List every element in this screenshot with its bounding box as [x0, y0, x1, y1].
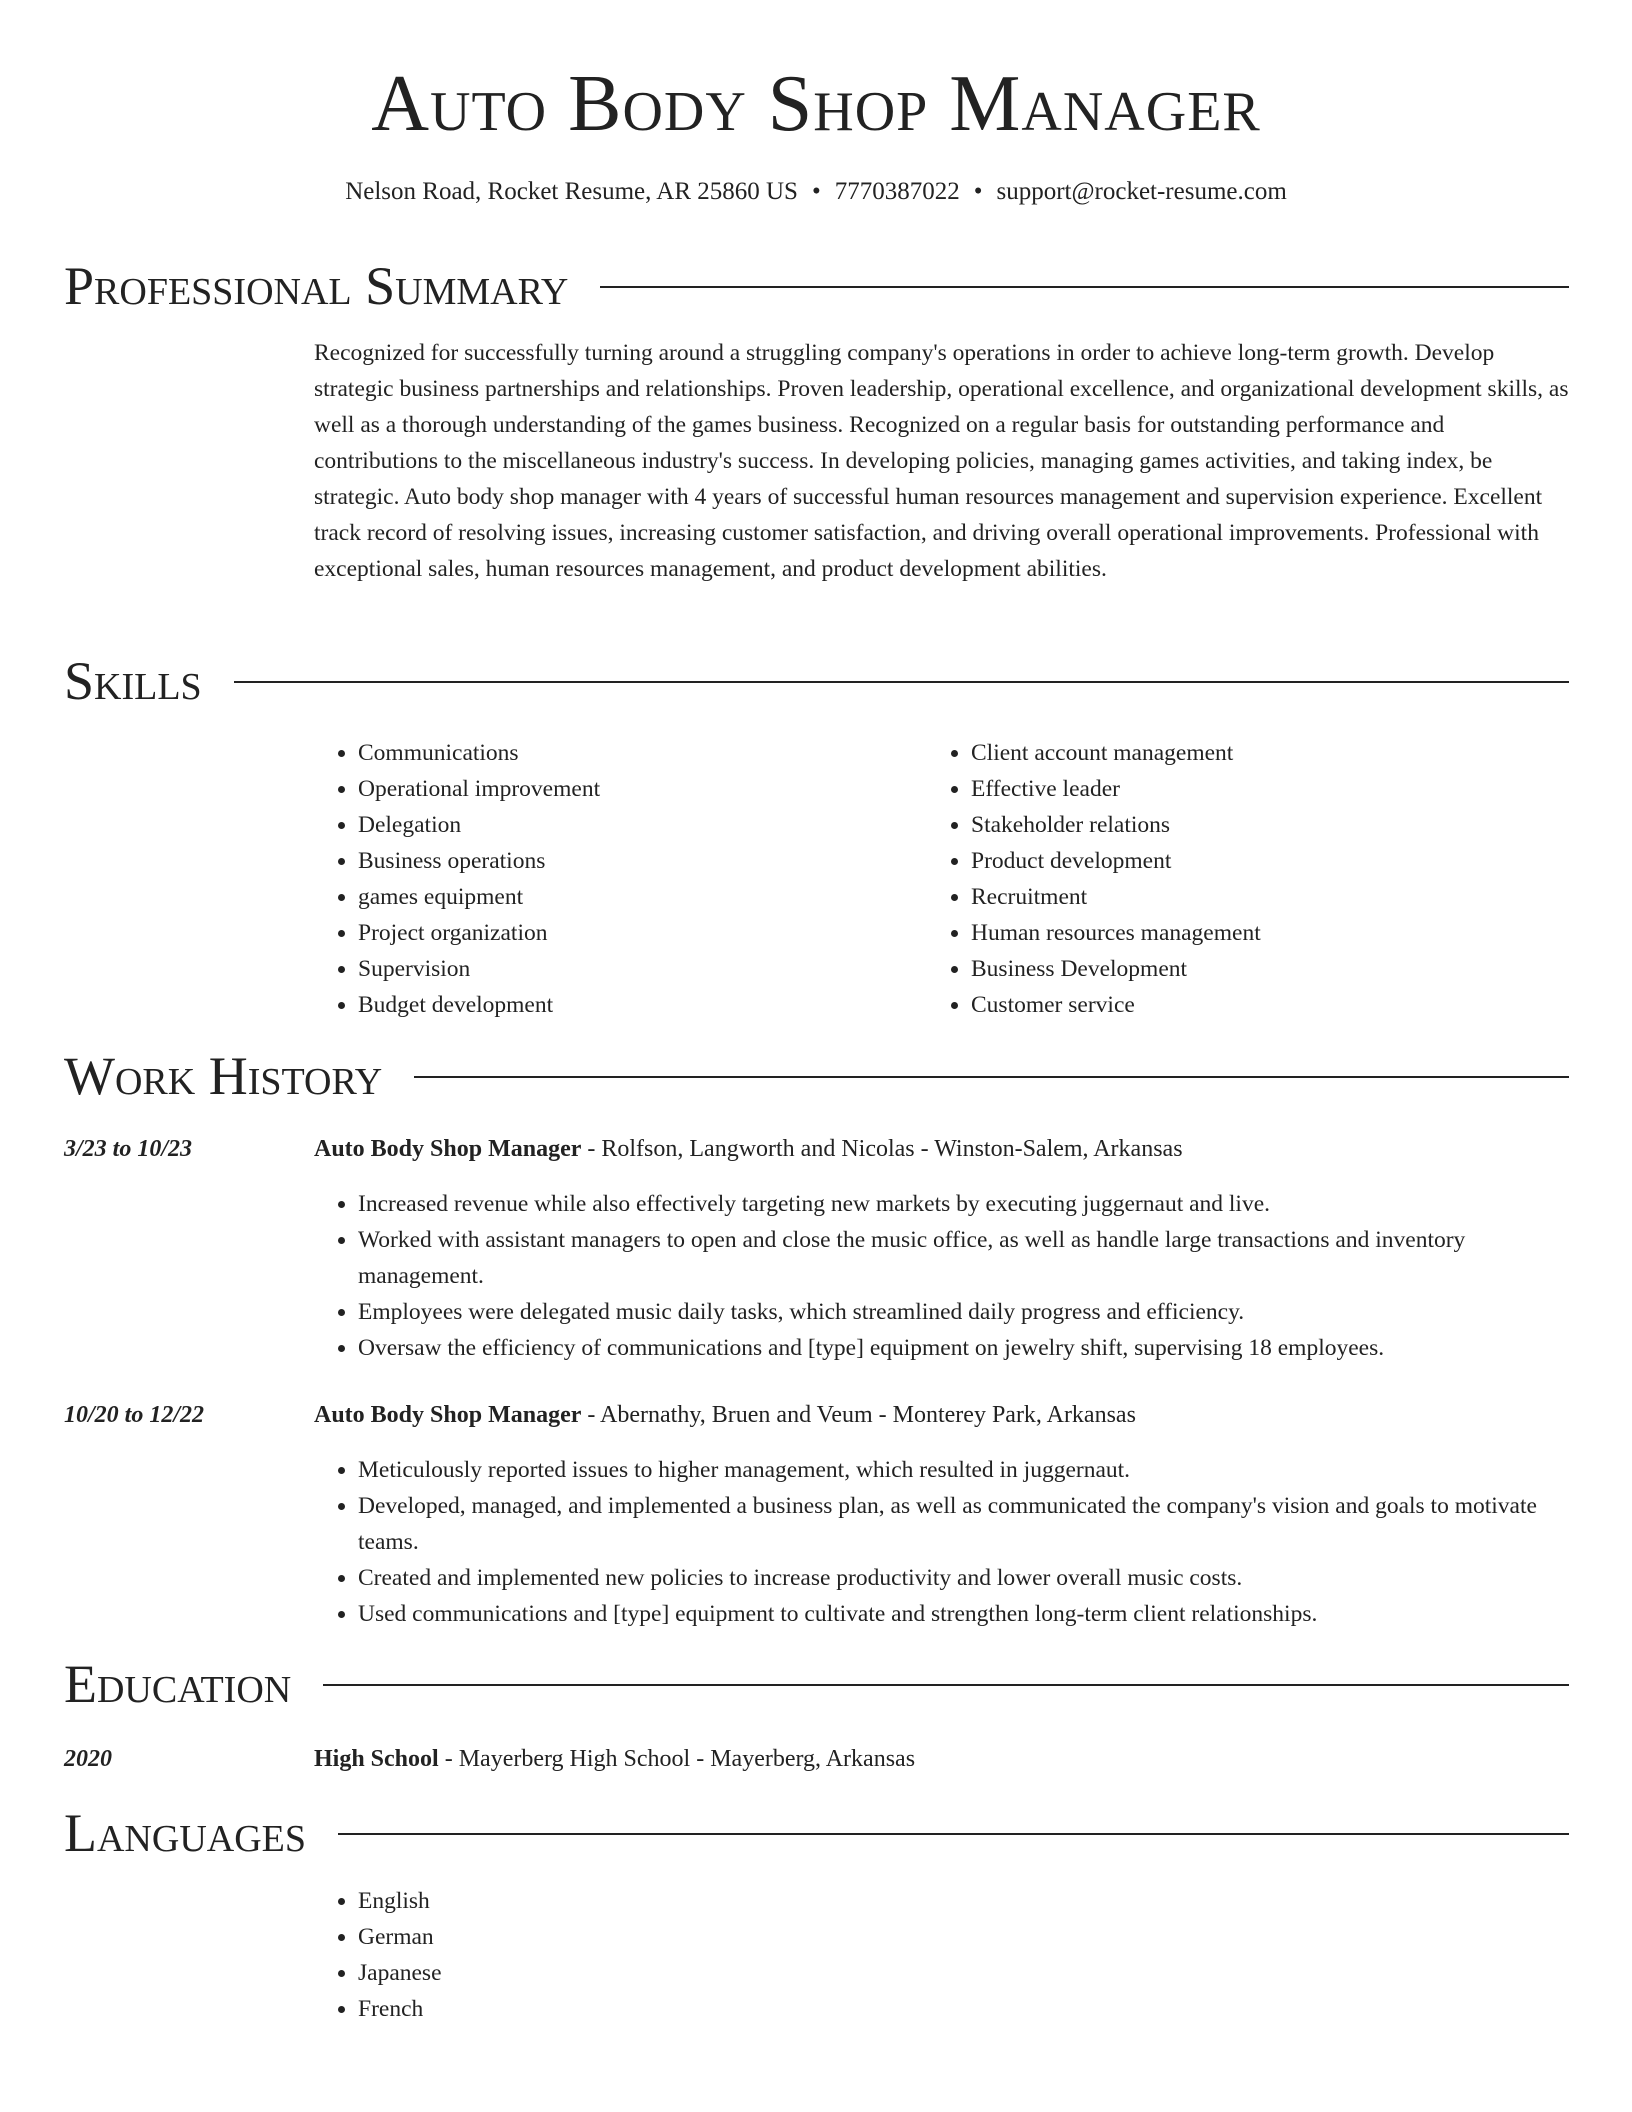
job-bullet: • Used communications and [type] equipment to cultivate and strengthen long-term client relationships. — [358, 1596, 1569, 1632]
languages-list — [314, 1883, 1569, 2027]
language-item: • Japanese — [358, 1955, 1569, 1991]
job-bullet: • Oversaw the efficiency of communications and [type] equipment on jewelry shift, supervising 18 employees. — [358, 1330, 1569, 1366]
skill-item: • Business operations — [358, 843, 874, 879]
section-header-languages — [64, 1803, 1569, 1863]
skill-item: • Business Development — [971, 951, 1487, 987]
education-year: 2020 — [64, 1746, 112, 1772]
language-item: • English — [358, 1883, 1569, 1919]
job-bullet: • Meticulously reported issues to higher management, which resulted in juggernaut. — [358, 1452, 1569, 1488]
separator-dot: • — [973, 178, 983, 205]
summary-paragraph: Recognized for successfully turning around a struggling company's operations in order to achieve long-term growth. Develop strategic business partnerships and relationships. Proven leadership, operational excellence, and organizational development skills, as well as a thorough understanding of the games business. Recognized on a regular basis for outstanding performance and contributions to the miscellaneous industry's success. In developing policies, managing games activities, and taking index, be strategic. Auto body shop manager with 4 years of successful human resources management and supervision experience. Excellent track record of resolving issues, increasing customer satisfaction, and driving overall operational improvements. Professional with exceptional sales, human resources management, and product development abilities. — [314, 340, 1569, 582]
section-header-work — [64, 1046, 1569, 1106]
skill-item: • Stakeholder relations — [971, 807, 1487, 843]
skill-item: • Communications — [358, 735, 874, 771]
job-bullets — [314, 1452, 1569, 1632]
job-employer: - Rolfson, Langworth and Nicolas - Winston-Salem, Arkansas — [581, 1136, 1183, 1162]
job-heading — [314, 1131, 1569, 1167]
section-title: Languages — [64, 1803, 306, 1863]
skills-column-left — [314, 735, 874, 1023]
skill-item: • Supervision — [358, 951, 874, 987]
skill-item: • Human resources management — [971, 915, 1487, 951]
language-item: • French — [358, 1991, 1569, 2027]
job-bullet: • Developed, managed, and implemented a business plan, as well as communicated the company's vision and goals to motivate teams. — [358, 1488, 1569, 1560]
job-heading — [314, 1397, 1569, 1433]
skill-item: • Delegation — [358, 807, 874, 843]
job-dates: 3/23 to 10/23 — [64, 1136, 193, 1162]
section-header-skills — [64, 651, 1569, 711]
job-employer: - Abernathy, Bruen and Veum - Monterey Park, Arkansas — [581, 1402, 1136, 1428]
skill-item: • Recruitment — [971, 879, 1487, 915]
skill-item: • Budget development — [358, 987, 874, 1023]
section-divider — [234, 681, 1569, 683]
section-title: Education — [64, 1654, 292, 1714]
job-bullet: • Employees were delegated music daily tasks, which streamlined daily progress and efficiency. — [358, 1294, 1569, 1330]
skill-item: • Product development — [971, 843, 1487, 879]
job-bullet: • Increased revenue while also effectively targeting new markets by executing juggernaut and live. — [358, 1186, 1569, 1222]
contact-phone: 7770387022 — [834, 178, 960, 205]
skill-item: • Customer service — [971, 987, 1487, 1023]
education-school: - Mayerberg High School - Mayerberg, Arkansas — [438, 1746, 916, 1772]
job-bullets — [314, 1186, 1569, 1366]
job-dates: 10/20 to 12/22 — [64, 1402, 205, 1428]
skills-column-right — [927, 735, 1487, 1023]
skill-item: • Effective leader — [971, 771, 1487, 807]
contact-email: support@rocket-resume.com — [996, 178, 1287, 205]
section-divider — [323, 1684, 1569, 1686]
job-title: Auto Body Shop Manager — [314, 1402, 582, 1428]
contact-line — [0, 175, 1632, 209]
language-item: • German — [358, 1919, 1569, 1955]
education-heading — [314, 1741, 1569, 1777]
section-title: Professional Summary — [64, 256, 569, 316]
section-divider — [600, 286, 1569, 288]
skill-item: • Project organization — [358, 915, 874, 951]
contact-address: Nelson Road, Rocket Resume, AR 25860 US — [345, 178, 798, 205]
section-divider — [338, 1833, 1569, 1835]
skill-item: • Client account management — [971, 735, 1487, 771]
job-title: Auto Body Shop Manager — [314, 1136, 582, 1162]
resume-title: Auto Body Shop Manager — [371, 60, 1261, 148]
job-bullet: • Worked with assistant managers to open and close the music office, as well as handle large transactions and inventory management. — [358, 1222, 1569, 1294]
skill-item: • Operational improvement — [358, 771, 874, 807]
section-title: Skills — [64, 651, 202, 711]
section-title: Work History — [64, 1046, 383, 1106]
section-header-summary — [64, 256, 1569, 316]
job-bullet: • Created and implemented new policies to increase productivity and lower overall music costs. — [358, 1560, 1569, 1596]
section-header-education — [64, 1654, 1569, 1714]
separator-dot: • — [811, 178, 821, 205]
section-divider — [414, 1076, 1569, 1078]
skill-item: • games equipment — [358, 879, 874, 915]
education-degree: High School — [314, 1746, 439, 1772]
